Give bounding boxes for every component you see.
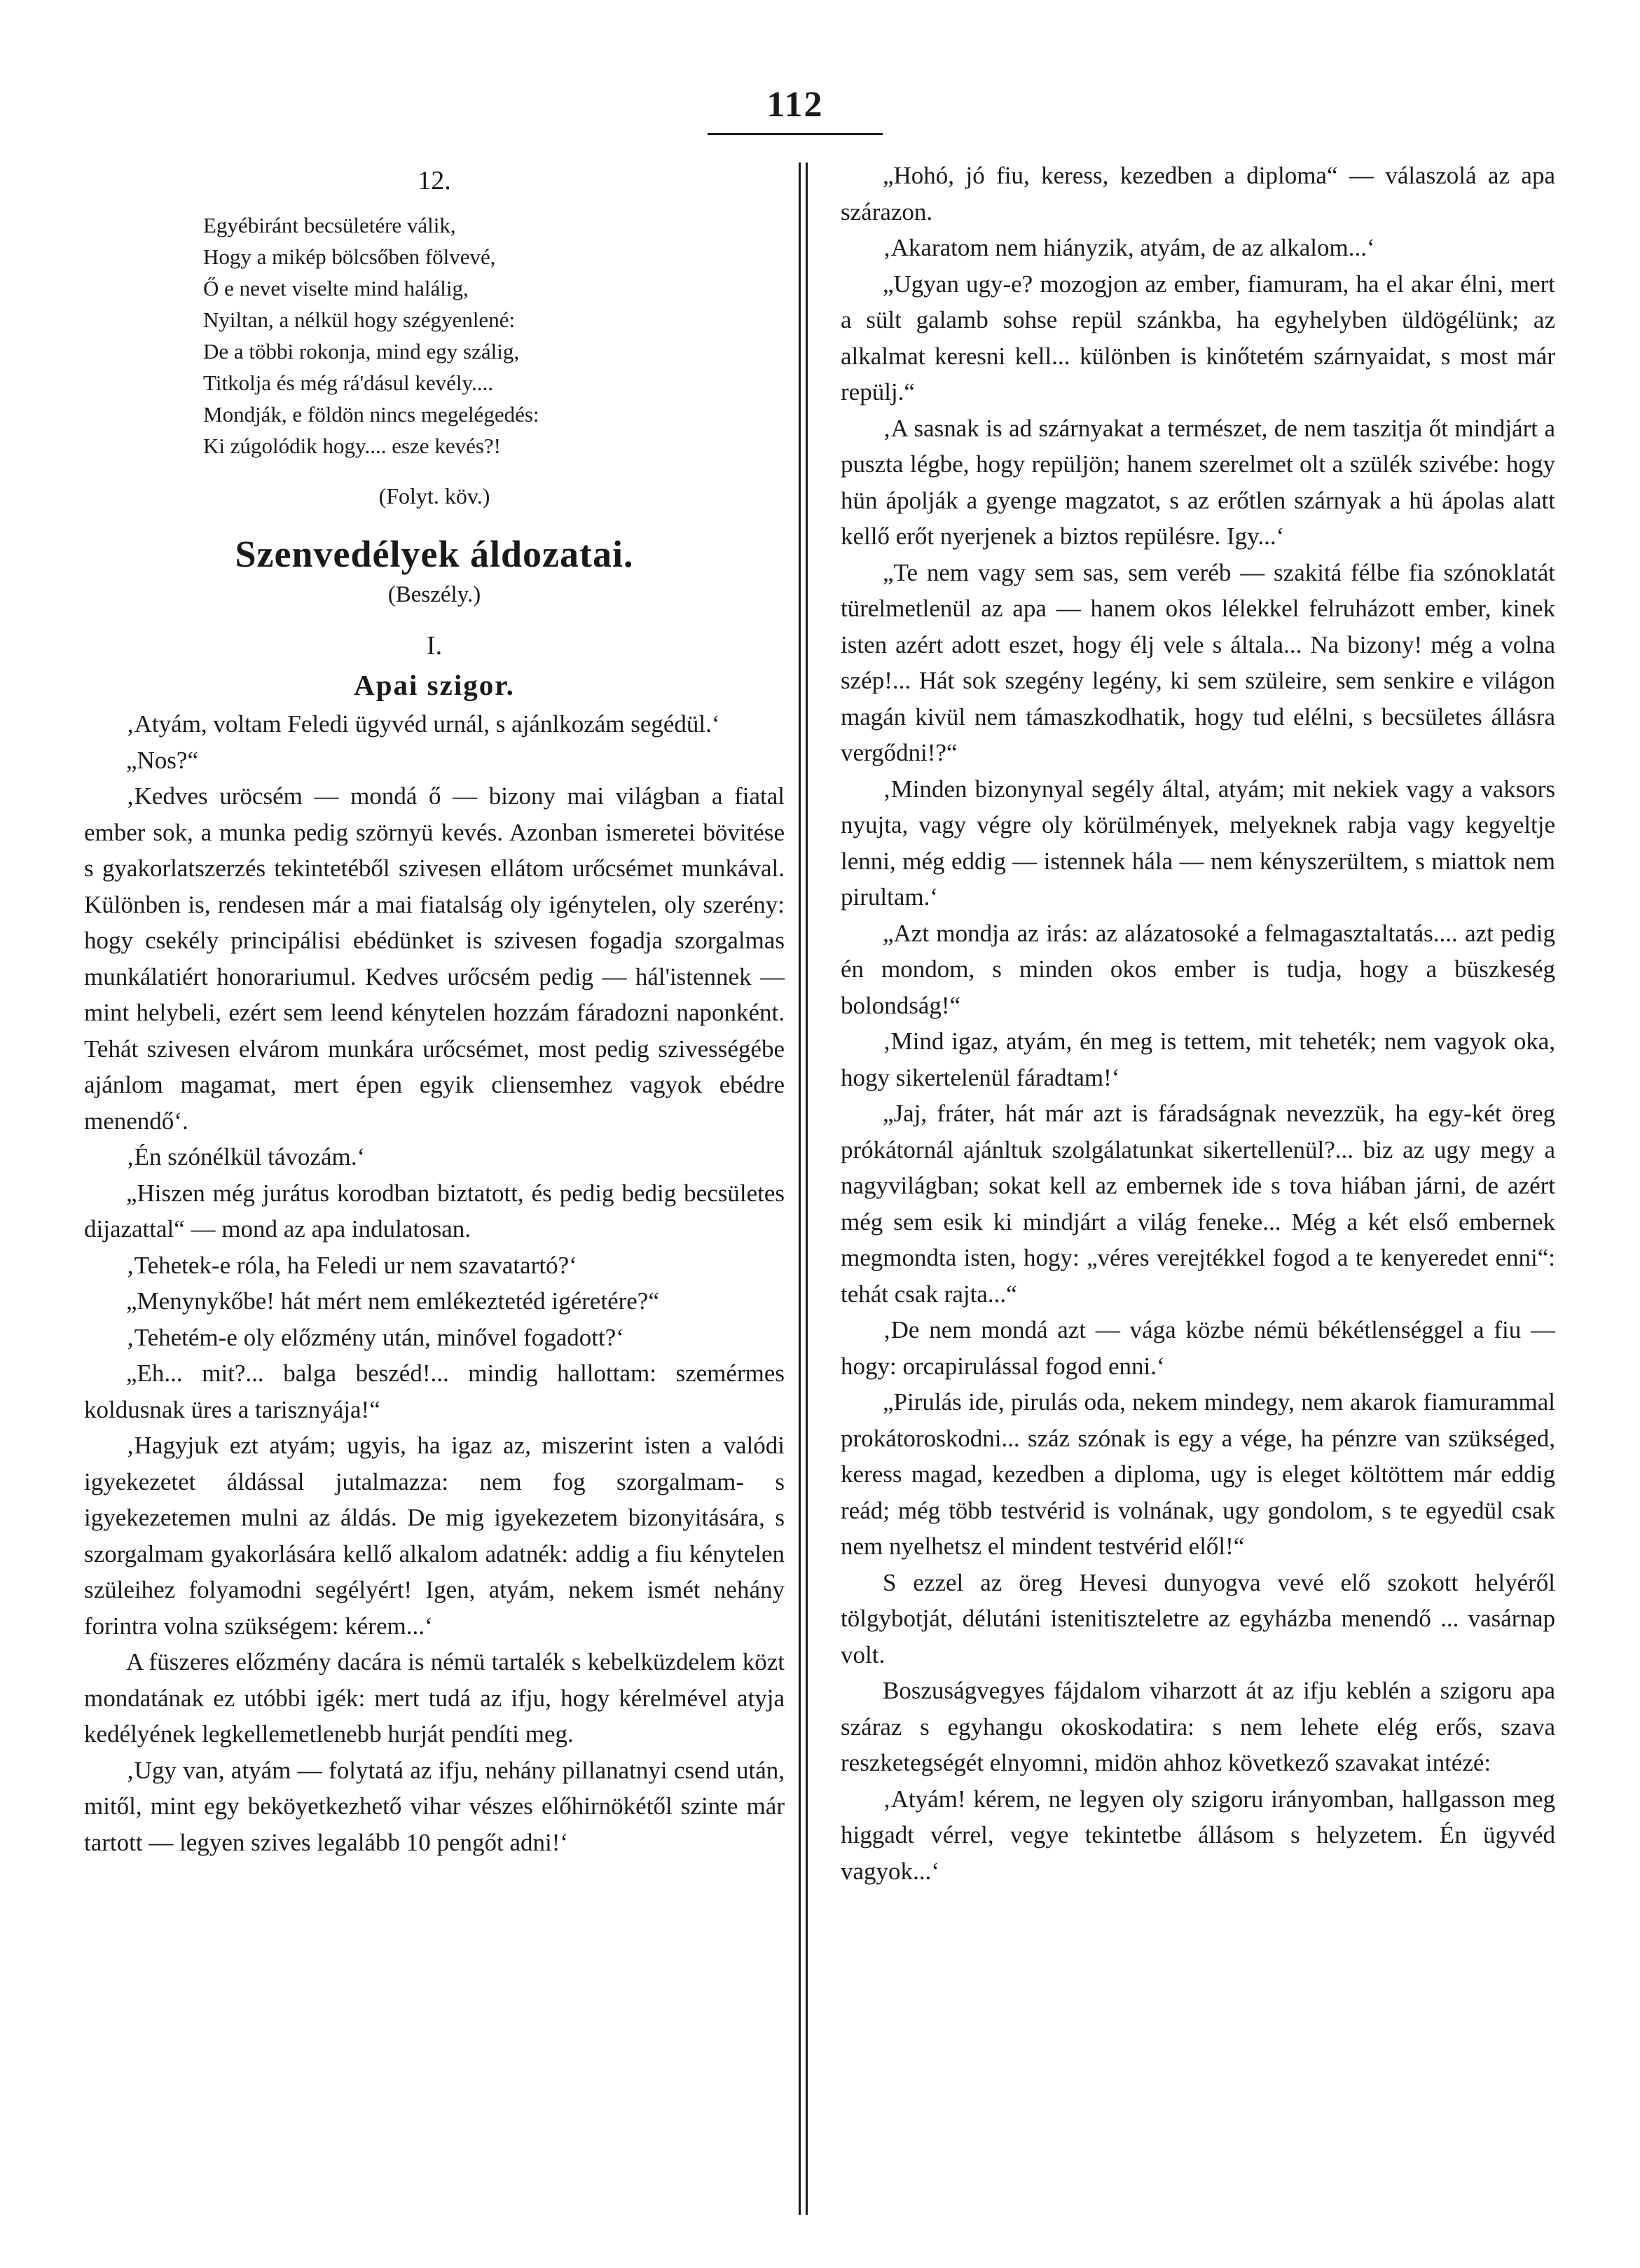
poem [203, 209, 785, 462]
paragraph: ‚De nem mondá azt — vága közbe némü békétlenséggel a fiu — hogy: orcapirulással fogod enni.‘ [841, 1316, 1555, 1380]
paragraph: „Pirulás ide, pirulás oda, nekem mindegy, nem akarok fiamurammal prokátoroskodni... száz szónak is egy a vége, ha pénzre van szükséged, keress magad, kezedben a diploma, ugy is eleget költöttem már eddig reád; még több testvérid is volnának, ugy gondolom, s te egyedül csak nem nyelhetsz el mindent testvérid elől!“ [841, 1388, 1555, 1560]
poem-line: Ő e nevet viselte mind halálig, [203, 275, 469, 300]
paragraph: Boszuságvegyes fájdalom viharzott át az ifju keblén a szigoru apa száraz s egyhangu okoskodatira: s nem lehete elég erős, szava reszketegségét elnyomni, midön ahhoz következő szavakat intézé: [841, 1677, 1555, 1776]
paragraph: „Nos?“ [126, 746, 199, 774]
paragraph: ‚Ugy van, atyám — folytatá az ifju, nehány pillanatnyi csend után, mitől, mint egy beköyetkezhető vihar vészes előhirnökétől szinte már tartott — legyen szives legalább 10 pengőt adni!‘ [84, 1756, 785, 1856]
paragraph: ‚Én szónélkül távozám.‘ [126, 1143, 366, 1170]
poem-line: Mondják, e földön nincs megelégedés: [203, 401, 539, 427]
story-genre: (Beszély.) [387, 581, 481, 607]
paragraph: ‚Mind igaz, atyám, én meg is tettem, mit teheték; nem vagyok oka, hogy sikertelenül fáradtam!‘ [841, 1028, 1555, 1091]
chapter-number: I. [426, 631, 443, 661]
poem-line: Titkolja és még rá'dásul kevély.... [203, 370, 493, 395]
column-rule-right [806, 163, 808, 2215]
poem-line: Nyiltan, a nélkül hogy szégyenlené: [203, 307, 516, 332]
page-number-rule [708, 133, 883, 135]
paragraph: „Te nem vagy sem sas, sem veréb — szakitá félbe fia szónoklatát türelmetlenül az apa — hanem okos lélekkel felruházott ember, kinek isten azért adott eszet, hogy élj vele s általa... Na bizony! még a volna szép!... Hát sok szegény legény, ki sem szüleire, sem senkire e világon magán kivül nem támaszkodhatik, hogy tud elélni, s becsületes állásra vergődni!?“ [841, 558, 1555, 766]
paragraph: „Hiszen még jurátus korodban biztatott, és pedig bedig becsületes dijazattal“ — mond az apa indulatosan. [84, 1179, 785, 1243]
paragraph: ‚Atyám, voltam Feledi ügyvéd urnál, s ajánlkozám segédül.‘ [126, 710, 720, 738]
column-rule-left [799, 163, 801, 2215]
paragraph: „Hohó, jó fiu, keress, kezedben a diploma“ — válaszolá az apa szárazon. [841, 162, 1555, 226]
paragraph: ‚Tehetek-e róla, ha Feledi ur nem szavatartó?‘ [126, 1251, 577, 1279]
story-title: Szenvedélyek áldozatai. [235, 533, 634, 575]
continuation-note: (Folyt. köv.) [378, 483, 490, 509]
paragraph: „Jaj, fráter, hát már azt is fáradságnak nevezzük, ha egy-két öreg prókátornál ajánltuk szolgálatunkat sikertellenül?... biz az ugy megy a nagyvilágban; sokat kell az embernek ide s tova hiában járni, de azért még sem esik ki mindjárt a világ feneke... Még a két első embernek megmondta isten, hogy: „véres verejtékkel fogod a te kenyeredet enni“: tehát csak rajta...“ [841, 1100, 1555, 1308]
paragraph: S ezzel az öreg Hevesi dunyogva vevé elő szokott helyéről tölgybotját, délutáni istenitiszteletre az egyházba menendő ... vasárnap volt. [841, 1568, 1555, 1668]
paragraph: „Menynykőbe! hát mért nem emlékeztetéd igéretére?“ [126, 1287, 659, 1315]
paragraph: ‚Akaratom nem hiányzik, atyám, de az alkalom...‘ [883, 234, 1375, 261]
poem-number: 12. [418, 166, 451, 195]
poem-line: Ki zúgolódik hogy.... esze kevés?! [203, 433, 501, 458]
chapter-title: Apai szigor. [354, 668, 515, 701]
poem-line: De a többi rokonja, mind egy szálig, [203, 338, 520, 364]
paragraph: ‚Kedves uröcsém — mondá ő — bizony mai világban a fiatal ember sok, a munka pedig szörnyü kevés. Azonban ismeretei bövitése s gyakorlatszerzés tekintetéből szivesen ellátom urőcsémet munkával. Különben is, rendesen már a mai fiatalság oly igénytelen, oly szerény: hogy csekély principálisi ebédünket is szivesen fogadja szorgalmas munkálatiért honorariumul. Kedves urőcsém pedig — hál'istennek — mint helybeli, ezért sem leend kénytelen hozzám fáradozni naponként. Tehát szivesen elvárom munkára urőcsémet, most pedig szivességébe ajánlom magamat, mert épen egyik cliensemhez vagyok ebédre menendő‘. [84, 782, 785, 1135]
poem-line: Hogy a mikép bölcsőben fölvevé, [203, 244, 496, 269]
paragraph: ‚Hagyjuk ezt atyám; ugyis, ha igaz az, miszerint isten a valódi igyekezetet áldással jutalmazza: nem fog szorgalmam- s igyekezetemen mulni az áldás. De mig igyekezetem bizonyitására, s szorgalmam gyakorlására kellő alkalom adatnék: addig a fiu kénytelen szüleihez folyamodni segélyért! Igen, atyám, nekem ismét nehány forintra volna szükségem: kérem...‘ [84, 1432, 785, 1640]
paragraph: „Ugyan ugy-e? mozogjon az ember, fiamuram, ha el akar élni, mert a sült galamb sohse repül szánkba, ha egyhelyben üldögélünk; az alkalmat keresni kell... különben is kinőtetém szárnyaidat, s most már repülj.“ [841, 270, 1555, 406]
paragraph: A füszeres előzmény dacára is némü tartalék s kebelküzdelem közt mondatának ez utóbbi igék: mert tudá az ifju, hogy kérelmével atyja kedélyének legkellemetlenebb hurját pendíti meg. [84, 1648, 785, 1748]
poem-line: Egyébiránt becsületére válik, [203, 212, 456, 237]
paragraph: ‚Tehetém-e oly előzmény után, minővel fogadott?‘ [126, 1323, 624, 1351]
paragraph: ‚Minden bizonynyal segély által, atyám; mit nekiek vagy a vaksors nyujta, vagy végre oly körülmények, melyeknek rabja vagy kegyeltje lenni, még eddig — istennek hála — nem kényszerültem, s miattok nem pirultam.‘ [841, 775, 1555, 911]
paragraph: ‚Atyám! kérem, ne legyen oly szigoru irányomban, hallgasson meg higgadt vérrel, vegye tekintetbe állásom s helyzetem. Én ügyvéd vagyok...‘ [841, 1785, 1555, 1885]
paragraph: „Azt mondja az irás: az alázatosoké a felmagasztaltatás.... azt pedig én mondom, s minden okos ember is tudja, hogy a büszkeség bolondság!“ [841, 919, 1555, 1019]
left-column [84, 158, 785, 1860]
paragraph: „Eh... mit?... balga beszéd!... mindig hallottam: szemérmes koldusnak üres a tarisznyája!“ [84, 1360, 785, 1423]
right-column [841, 158, 1555, 1889]
page-number: 112 [766, 85, 824, 125]
paragraph: ‚A sasnak is ad szárnyakat a természet, de nem taszitja őt mindjárt a puszta légbe, hogy repüljön; hanem szerelmet olt a szülék szivébe: hogy hün ápolják a gyenge magzatot, s az erőtlen szárnyak a hü ápolas alatt kellő erőt nyerjenek a biztos repülésre. Igy...‘ [841, 414, 1555, 550]
